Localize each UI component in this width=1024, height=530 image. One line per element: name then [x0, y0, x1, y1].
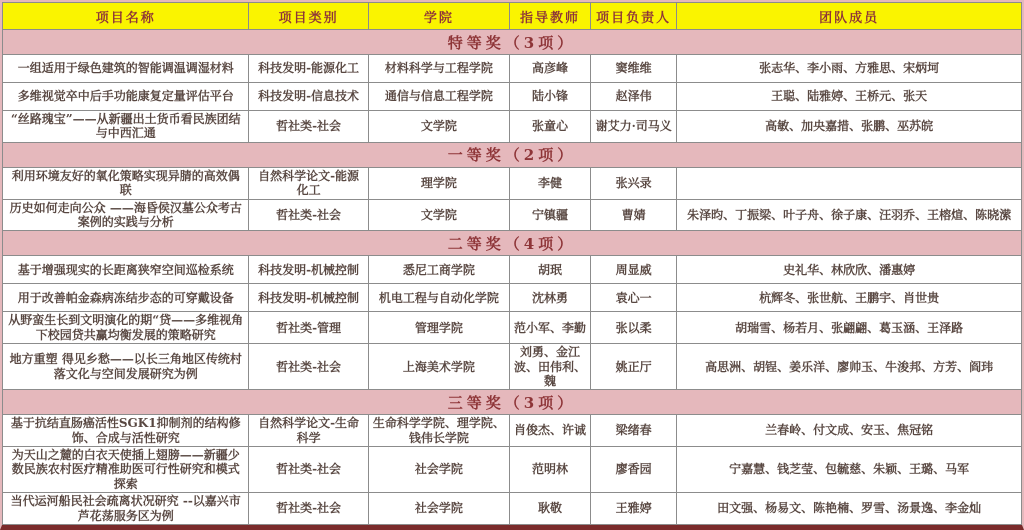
project-name-cell: 利用环境友好的氧化策略实现异腈的高效偶联 — [3, 167, 249, 199]
table-row — [3, 199, 1022, 231]
project-name-cell: 基于抗结直肠癌活性SGK1抑制剂的结构修饰、合成与活性研究 — [3, 415, 249, 447]
advisor-cell: 范小军、李勤 — [509, 312, 590, 344]
team-cell: 朱泽昀、丁振梁、叶子舟、徐子康、汪羽乔、王榕煊、陈晓潆 — [677, 199, 1022, 231]
table-row — [3, 111, 1022, 143]
category-cell: 哲社类-社会 — [249, 447, 368, 493]
header-college: 学院 — [368, 3, 509, 30]
leader-cell: 赵泽伟 — [591, 83, 677, 111]
advisor-cell: 陆小锋 — [509, 83, 590, 111]
team-cell: 兰春岭、付文成、安玉、焦冠铭 — [677, 415, 1022, 447]
college-cell: 机电工程与自动化学院 — [368, 284, 509, 312]
table-row — [3, 83, 1022, 111]
advisor-cell: 范明林 — [509, 447, 590, 493]
table-row — [3, 344, 1022, 390]
leader-cell: 王雅婷 — [591, 493, 677, 525]
team-cell: 张志华、李小雨、方雅思、宋炳坷 — [677, 55, 1022, 83]
team-cell: 杭辉冬、张世航、王鹏宇、肖世贵 — [677, 284, 1022, 312]
team-cell: 田文强、杨易文、陈艳楠、罗雪、汤景逸、李金灿 — [677, 493, 1022, 525]
leader-cell: 姚正厅 — [591, 344, 677, 390]
advisor-cell: 张童心 — [509, 111, 590, 143]
project-name-cell: 一组适用于绿色建筑的智能调温调湿材料 — [3, 55, 249, 83]
advisor-cell: 胡珉 — [509, 256, 590, 284]
team-cell — [677, 167, 1022, 199]
project-name-cell: 地方重塑 得见乡愁——以长三角地区传统村落文化与空间发展研究为例 — [3, 344, 249, 390]
award-section-row — [3, 231, 1022, 256]
leader-cell: 梁绪春 — [591, 415, 677, 447]
project-name-cell: 当代运河船民社会疏离状况研究 --以嘉兴市芦花荡服务区为例 — [3, 493, 249, 525]
awards-table — [2, 2, 1022, 525]
advisor-cell: 刘勇、金江波、田伟利、魏 — [509, 344, 590, 390]
advisor-cell: 耿敬 — [509, 493, 590, 525]
college-cell: 材料科学与工程学院 — [368, 55, 509, 83]
leader-cell: 袁心一 — [591, 284, 677, 312]
header-category: 项目类别 — [249, 3, 368, 30]
leader-cell: 曹婧 — [591, 199, 677, 231]
leader-cell: 廖香园 — [591, 447, 677, 493]
award-section-label: 二等奖（4项） — [3, 231, 1022, 256]
team-cell: 史礼华、林欣欣、潘惠婷 — [677, 256, 1022, 284]
category-cell: 自然科学论文-能源化工 — [249, 167, 368, 199]
award-section-label: 特等奖（3项） — [3, 30, 1022, 55]
category-cell: 科技发明-信息技术 — [249, 83, 368, 111]
advisor-cell: 肖俊杰、许诚 — [509, 415, 590, 447]
table-row — [3, 447, 1022, 493]
header-row — [3, 3, 1022, 30]
award-section-row — [3, 142, 1022, 167]
table-row — [3, 256, 1022, 284]
table-row — [3, 415, 1022, 447]
category-cell: 哲社类-社会 — [249, 493, 368, 525]
advisor-cell: 宁镇疆 — [509, 199, 590, 231]
college-cell: 通信与信息工程学院 — [368, 83, 509, 111]
college-cell: 生命科学学院、理学院、钱伟长学院 — [368, 415, 509, 447]
advisor-cell: 高彦峰 — [509, 55, 590, 83]
college-cell: 上海美术学院 — [368, 344, 509, 390]
category-cell: 科技发明-能源化工 — [249, 55, 368, 83]
header-leader: 项目负责人 — [591, 3, 677, 30]
college-cell: 理学院 — [368, 167, 509, 199]
category-cell: 哲社类-社会 — [249, 199, 368, 231]
team-cell: 胡瑞雪、杨若月、张翩翩、葛玉涵、王泽路 — [677, 312, 1022, 344]
table-row — [3, 55, 1022, 83]
project-name-cell: 用于改善帕金森病冻结步态的可穿戴设备 — [3, 284, 249, 312]
team-cell: 高敏、加央嘉措、张鹏、巫苏皖 — [677, 111, 1022, 143]
advisor-cell: 李健 — [509, 167, 590, 199]
category-cell: 自然科学论文-生命科学 — [249, 415, 368, 447]
college-cell: 社会学院 — [368, 447, 509, 493]
team-cell: 高思洲、胡锃、姜乐洋、廖帅玉、牛浚邦、方芳、阎玮 — [677, 344, 1022, 390]
category-cell: 科技发明-机械控制 — [249, 256, 368, 284]
college-cell: 文学院 — [368, 199, 509, 231]
category-cell: 科技发明-机械控制 — [249, 284, 368, 312]
category-cell: 哲社类-社会 — [249, 111, 368, 143]
project-name-cell: “丝路瑰宝”——从新疆出土货币看民族团结与中西汇通 — [3, 111, 249, 143]
table-row — [3, 312, 1022, 344]
award-section-row — [3, 30, 1022, 55]
award-section-row — [3, 390, 1022, 415]
project-name-cell: 基于增强现实的长距离狭窄空间巡检系统 — [3, 256, 249, 284]
table-row — [3, 284, 1022, 312]
header-project-name: 项目名称 — [3, 3, 249, 30]
leader-cell: 窦维维 — [591, 55, 677, 83]
table-row — [3, 167, 1022, 199]
header-advisor: 指导教师 — [509, 3, 590, 30]
team-cell: 王聪、陆雅婷、王桥元、张天 — [677, 83, 1022, 111]
project-name-cell: 为天山之麓的白衣天使插上翅膀——新疆少数民族农村医疗精准助医可行性研究和模式探索 — [3, 447, 249, 493]
leader-cell: 周显威 — [591, 256, 677, 284]
project-name-cell: 历史如何走向公众 ——海昏侯汉墓公众考古案例的实践与分析 — [3, 199, 249, 231]
team-cell: 宁嘉慧、钱芝莹、包毓慈、朱颖、王璐、马军 — [677, 447, 1022, 493]
college-cell: 管理学院 — [368, 312, 509, 344]
category-cell: 哲社类-管理 — [249, 312, 368, 344]
award-section-label: 一等奖（2项） — [3, 142, 1022, 167]
table-row — [3, 493, 1022, 525]
project-name-cell: 从野蛮生长到文明演化的期“贷——多维视角下校园贷共赢均衡发展的策略研究 — [3, 312, 249, 344]
header-team: 团队成员 — [677, 3, 1022, 30]
leader-cell: 谢艾力·司马义 — [591, 111, 677, 143]
project-name-cell: 多维视觉卒中后手功能康复定量评估平台 — [3, 83, 249, 111]
advisor-cell: 沈林勇 — [509, 284, 590, 312]
college-cell: 悉尼工商学院 — [368, 256, 509, 284]
category-cell: 哲社类-社会 — [249, 344, 368, 390]
leader-cell: 张以柔 — [591, 312, 677, 344]
award-section-label: 三等奖（3项） — [3, 390, 1022, 415]
college-cell: 社会学院 — [368, 493, 509, 525]
leader-cell: 张兴录 — [591, 167, 677, 199]
college-cell: 文学院 — [368, 111, 509, 143]
